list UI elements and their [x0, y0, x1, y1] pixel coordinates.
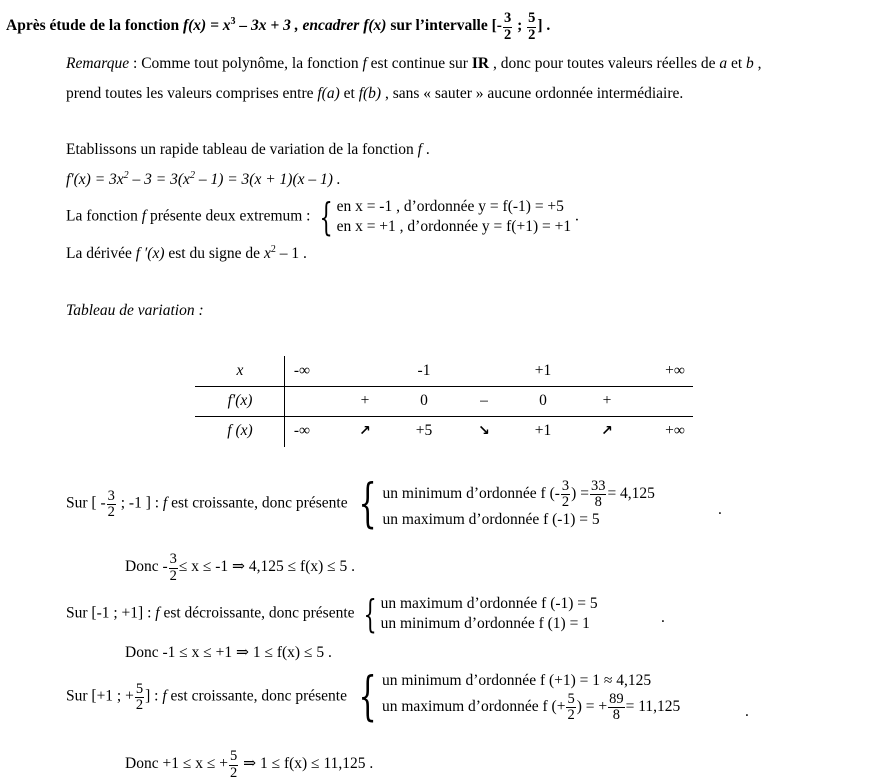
interval-f: f: [155, 604, 160, 622]
title-prefix: Après étude de la fonction: [6, 17, 183, 35]
derivative-line: [66, 170, 341, 190]
conclusion-1: [125, 552, 355, 583]
extremum-trail: .: [571, 207, 579, 225]
left-brace: {: [363, 592, 378, 636]
conclusion-text: ≤ x ≤ -1 ⇒ 4,125 ≤ f(x) ≤ 5 .: [178, 558, 356, 576]
derivative-part: – 3 = 3(x: [128, 171, 190, 188]
interval-text: ] :: [145, 687, 163, 705]
fraction: [561, 479, 570, 510]
extremum-text: La fonction: [66, 207, 142, 225]
sign-exponent: 2: [270, 244, 276, 255]
title-fraction-upper: [527, 11, 536, 42]
interval-case: un maximum d’ordonnée f (-1) = 5: [382, 510, 600, 528]
remark-label: Remarque: [66, 55, 130, 72]
table-cell: x: [236, 362, 244, 379]
fraction-denominator: 2: [503, 26, 512, 43]
remark-text: et: [339, 85, 359, 102]
title-rest: – 3x + 3 , encadrer: [235, 17, 364, 35]
interval-f: f: [162, 494, 168, 512]
extremum-case: en x = -1 , d’ordonnée y = f(-1) = +5: [336, 198, 564, 215]
fraction-denominator: 8: [594, 494, 602, 510]
fraction-numerator: 33: [590, 477, 606, 494]
interval-text: est croissante, donc présente: [166, 687, 351, 705]
table-cell: +1: [534, 422, 552, 439]
fraction: [169, 552, 178, 583]
remark-text: , sans « sauter » aucune ordonnée intermédiaire.: [381, 85, 684, 102]
title-fraction-lower: [503, 11, 512, 42]
fraction: [608, 692, 625, 723]
extremum-block: [66, 197, 579, 237]
fraction-numerator: 3: [169, 551, 177, 567]
table-cell: +5: [415, 422, 433, 439]
establish-dot: .: [421, 141, 430, 158]
interval-f: f: [162, 687, 167, 705]
table-cell: +∞: [665, 422, 685, 439]
table-cell: f'(x): [227, 392, 253, 409]
table-cell: -∞: [293, 422, 311, 439]
interval-text: ; -1 ] :: [116, 494, 163, 512]
interval-3-line: [66, 667, 681, 727]
fraction-denominator: 2: [561, 494, 570, 510]
derivative-exponent: 2: [189, 170, 195, 181]
remark-text: est continue sur: [366, 55, 472, 72]
fraction-denominator: 2: [528, 26, 536, 43]
table-divider: [195, 416, 693, 417]
remark-f: f: [362, 55, 367, 72]
interval-2-line: [66, 594, 598, 634]
table-cell: +: [602, 392, 612, 409]
table-cell: 0: [420, 392, 428, 409]
interval-text: Sur [ -: [66, 494, 106, 512]
fraction-numerator: 3: [503, 10, 512, 26]
conclusion-text: ⇒ 1 ≤ f(x) ≤ 11,125 .: [239, 755, 374, 773]
fraction-denominator: 2: [169, 567, 177, 584]
establish-line: [66, 140, 430, 160]
interval-cases: [381, 594, 598, 634]
trailing-dot: .: [718, 501, 722, 518]
interval-text: est croissante, donc présente: [167, 494, 352, 512]
remark-line-2: [66, 84, 683, 104]
extremum-f: f: [141, 207, 147, 225]
fraction: [590, 479, 607, 510]
left-brace: {: [358, 474, 378, 534]
trailing-dot: .: [661, 609, 665, 626]
table-cell: +∞: [665, 362, 685, 379]
fraction: [135, 682, 144, 713]
sign-x: x: [263, 245, 271, 262]
remark-text: : Comme tout polynôme, la fonction: [129, 55, 363, 72]
case-text: = 4,125: [607, 484, 655, 502]
case-text: = 11,125: [625, 698, 681, 715]
fraction-denominator: 8: [612, 707, 620, 724]
title-fx: f(x): [363, 17, 387, 35]
establish-text: Etablissons un rapide tableau de variation de la fonction: [66, 141, 418, 158]
table-cell: -∞: [293, 362, 311, 379]
fraction-denominator: 2: [229, 764, 238, 781]
conclusion-2: Donc -1 ≤ x ≤ +1 ⇒ 1 ≤ f(x) ≤ 5 .: [125, 644, 332, 661]
table-cell: f (x): [227, 422, 253, 439]
interval-text: Sur [-1 ; +1] :: [66, 604, 156, 622]
fraction-numerator: 3: [561, 477, 570, 494]
increasing-arrow-icon: ↗: [359, 423, 371, 439]
remark-line-1: [66, 54, 762, 74]
interval-case: un minimum d’ordonnée f (1) = 1: [380, 615, 590, 632]
interval-case: [382, 691, 680, 723]
fraction: [107, 489, 116, 520]
title-function: f(x) = x: [182, 17, 231, 35]
case-text: un minimum d’ordonnée f (-: [382, 484, 560, 502]
interval-case: [383, 479, 655, 510]
remark-b: b: [746, 55, 754, 72]
interval-text: est décroissante, donc présente: [159, 604, 359, 622]
fraction-numerator: 3: [107, 487, 115, 504]
page-title: [6, 11, 550, 42]
sign-derivative: f ′(x): [135, 245, 165, 262]
real-numbers-symbol: IR: [471, 55, 490, 72]
conclusion-text: Donc +1 ≤ x ≤ +: [125, 755, 228, 773]
left-brace: {: [358, 667, 377, 727]
fraction: [566, 692, 575, 723]
derivative-part: – 1) = 3(x + 1)(x – 1) .: [194, 171, 341, 188]
fraction: [229, 749, 238, 780]
conclusion-3: [125, 749, 373, 780]
table-cell: 0: [539, 392, 547, 409]
interval-cases: [383, 479, 655, 530]
title-exponent: 3: [230, 16, 236, 28]
title-middle: sur l’intervalle [-: [386, 17, 502, 35]
fraction-denominator: 2: [135, 697, 144, 713]
interval-case: un maximum d’ordonnée f (-1) = 5: [380, 595, 598, 612]
fraction-numerator: 89: [609, 690, 624, 707]
sign-line: [66, 244, 307, 264]
establish-f: f: [417, 141, 422, 158]
decreasing-arrow-icon: ↘: [478, 423, 490, 439]
table-cell: -1: [417, 362, 431, 379]
remark-text: ,: [753, 55, 762, 72]
remark-a: a: [719, 55, 728, 72]
fraction-denominator: 2: [567, 707, 575, 724]
table-divider: [195, 386, 693, 387]
derivative-part: f'(x) = 3x: [66, 171, 124, 188]
title-end: ] .: [537, 17, 551, 35]
trailing-dot: .: [745, 703, 749, 720]
increasing-arrow-icon: ↗: [601, 423, 613, 439]
remark-text: , donc pour toutes valeurs réelles de: [489, 55, 720, 72]
interval-cases: [382, 671, 680, 723]
remark-fb: f(b): [358, 85, 382, 102]
extremum-cases: [337, 197, 572, 237]
remark-fa: f(a): [317, 85, 340, 102]
case-text: un maximum d’ordonnée f (+: [381, 698, 566, 715]
derivative-exponent: 2: [123, 170, 129, 181]
case-text: ) = +: [576, 698, 608, 715]
left-brace: {: [319, 195, 334, 239]
sign-text: – 1 .: [275, 245, 307, 262]
fraction-numerator: 5: [528, 10, 536, 26]
table-cell: –: [480, 392, 488, 409]
extremum-case: en x = +1 , d’ordonnée y = f(+1) = +1: [336, 218, 572, 235]
interval-1-line: [66, 474, 655, 534]
fraction-numerator: 5: [135, 680, 144, 697]
sign-text: La dérivée: [66, 245, 136, 262]
title-separator: ;: [513, 17, 527, 35]
fraction-numerator: 5: [567, 690, 575, 707]
table-cell: +: [360, 392, 370, 409]
sign-text: est du signe de: [164, 245, 264, 262]
extremum-text: présente deux extremum :: [146, 207, 315, 225]
interval-text: Sur [+1 ; +: [66, 687, 134, 705]
interval-case: un minimum d’ordonnée f (+1) = 1 ≈ 4,125: [381, 672, 652, 689]
fraction-denominator: 2: [107, 504, 115, 520]
table-cell: +1: [534, 362, 552, 379]
conclusion-text: Donc -: [125, 558, 168, 576]
tableau-label: Tableau de variation :: [66, 302, 204, 319]
variation-table: [195, 356, 693, 447]
case-text: ) =: [571, 484, 589, 502]
remark-text: prend toutes les valeurs comprises entre: [66, 85, 318, 102]
remark-text: et: [727, 55, 747, 72]
fraction-numerator: 5: [229, 748, 238, 764]
